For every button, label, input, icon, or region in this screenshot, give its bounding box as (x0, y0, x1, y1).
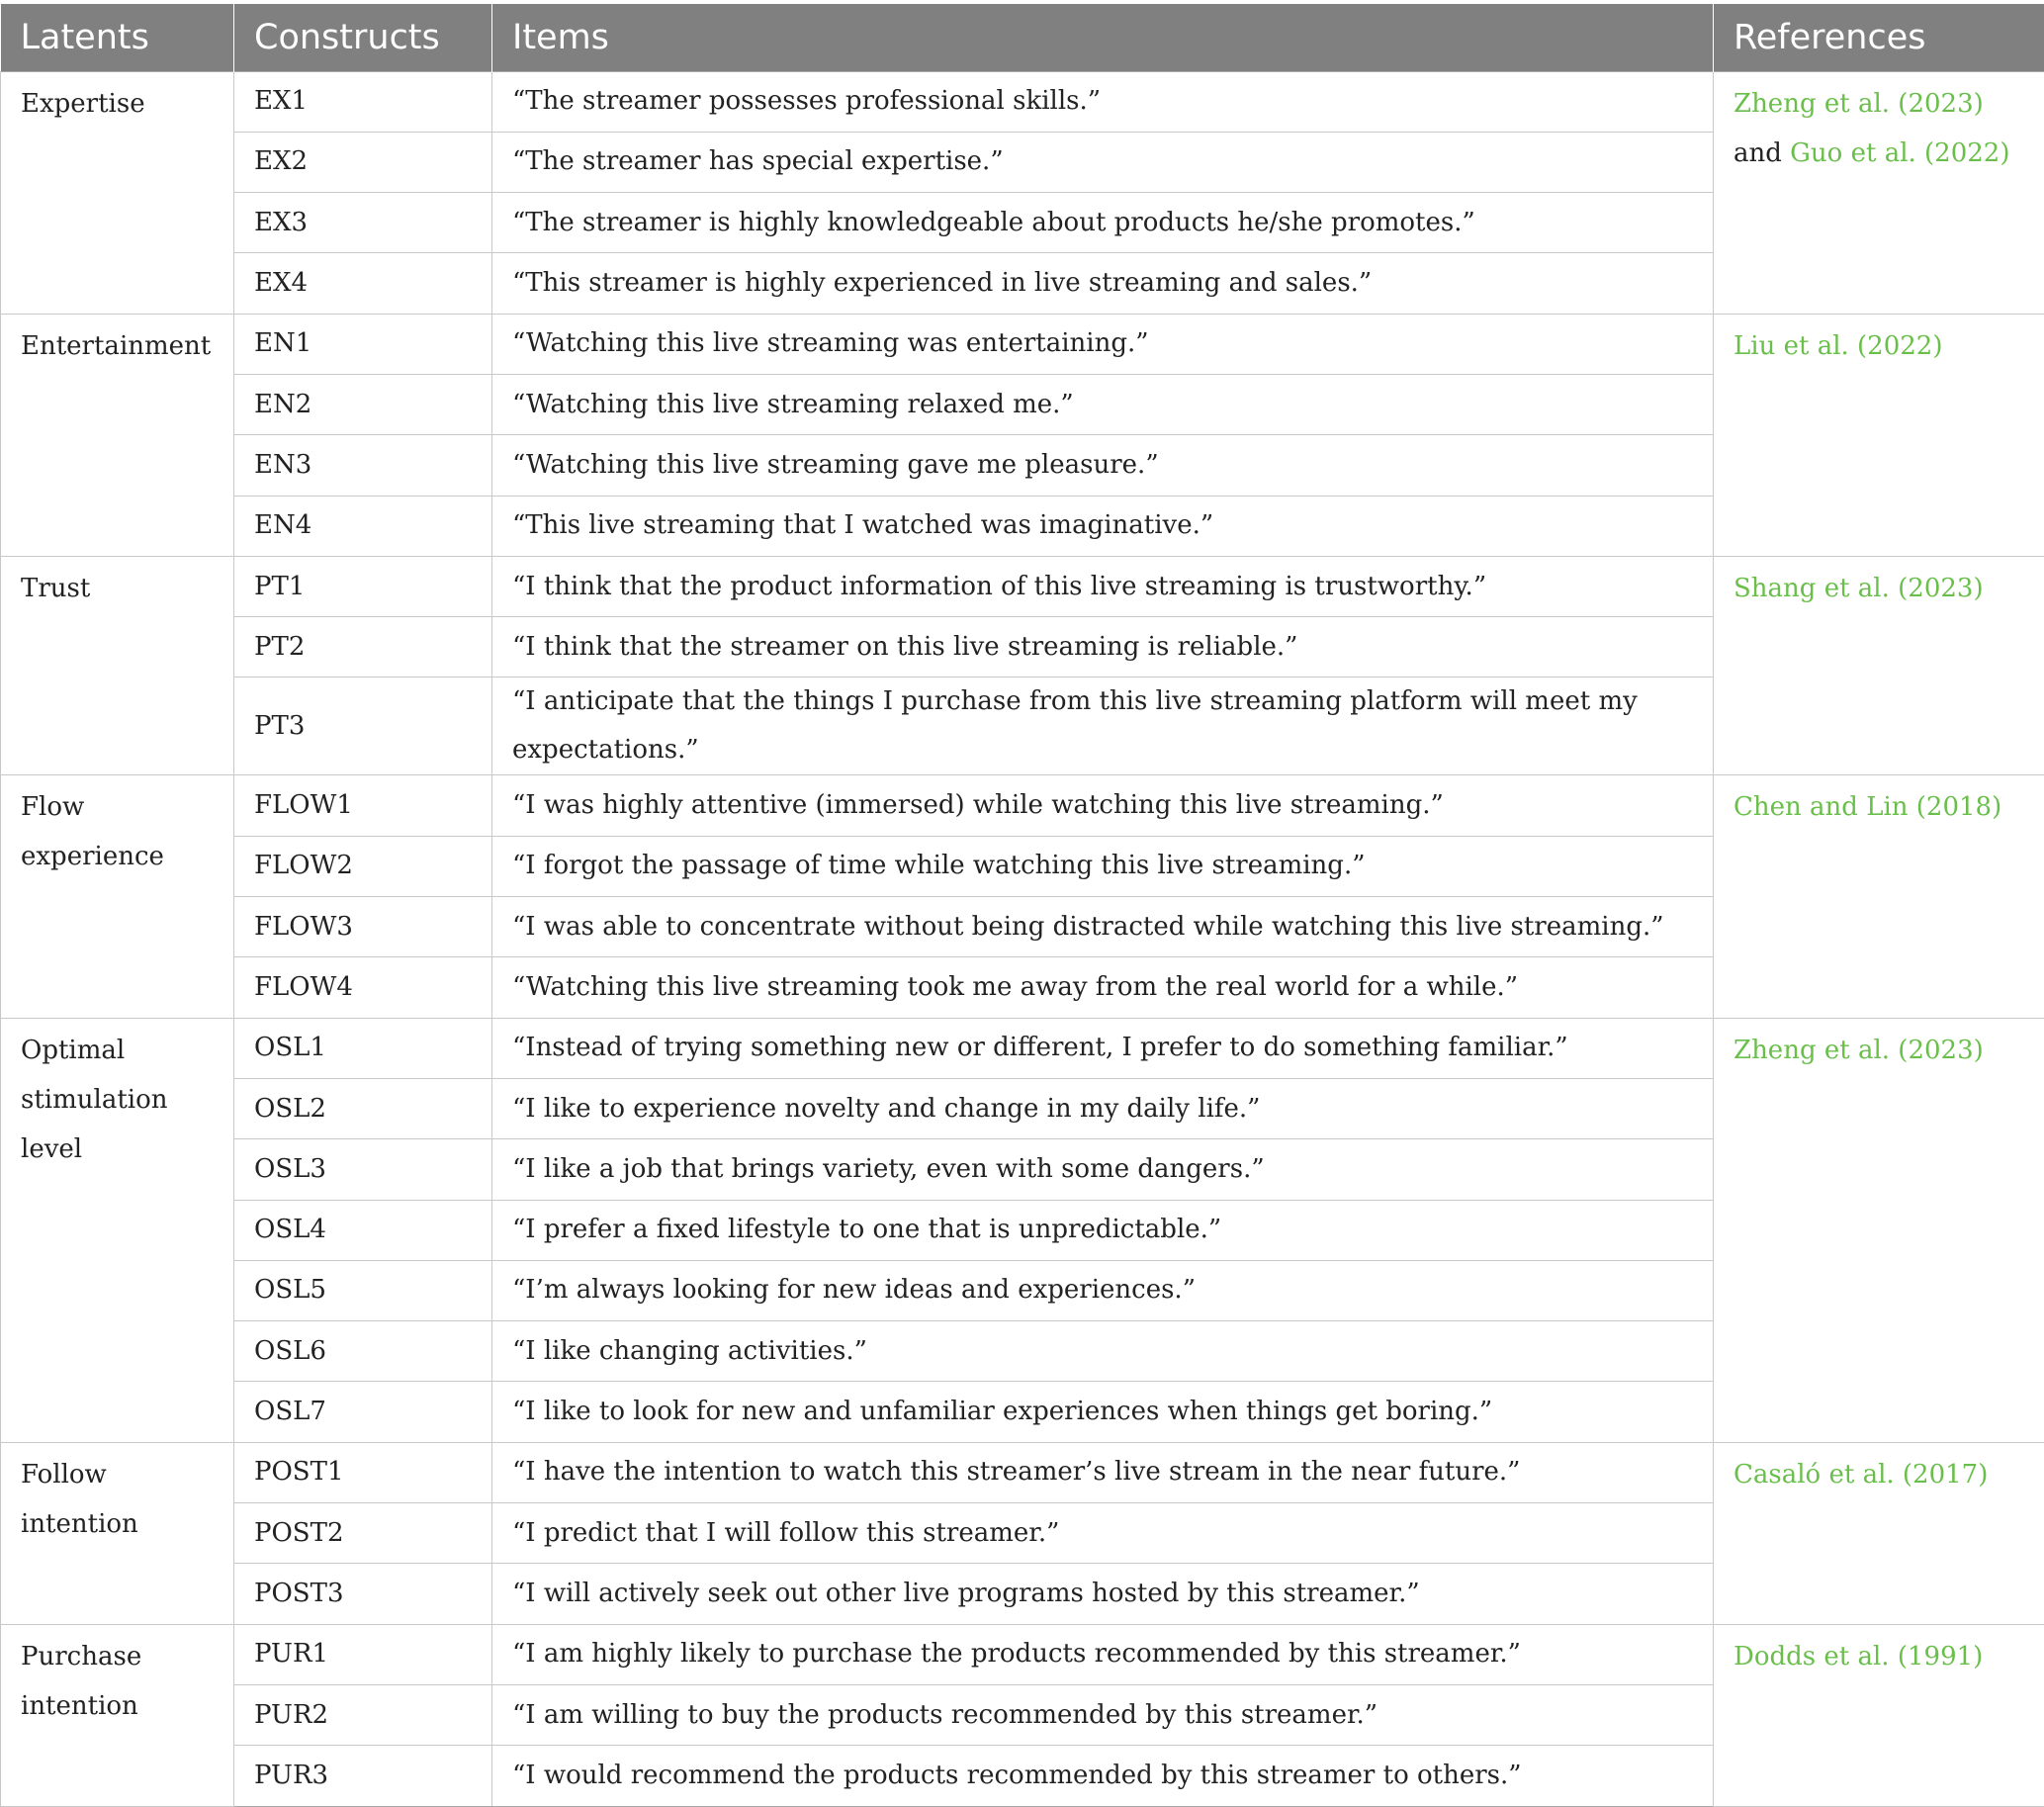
construct-code-cell: EN2 (234, 374, 492, 434)
construct-code-cell: EX2 (234, 132, 492, 192)
table-row (1, 1624, 2044, 1684)
item-text-cell: “I was highly attentive (immersed) while watching this live streaming.” (492, 775, 1714, 836)
item-text-cell: “I prefer a fixed lifestyle to one that is unpredictable.” (492, 1200, 1714, 1260)
construct-code-cell: EN4 (234, 496, 492, 556)
construct-code-cell: POST1 (234, 1442, 492, 1502)
construct-code-cell: OSL6 (234, 1321, 492, 1382)
item-text-cell: “Watching this live streaming was entertaining.” (492, 314, 1714, 374)
construct-code-cell: PUR1 (234, 1624, 492, 1684)
item-text-cell: “I was able to concentrate without being distracted while watching this live streaming.” (492, 897, 1714, 957)
construct-code-cell: FLOW4 (234, 957, 492, 1018)
item-text-cell: “I am willing to buy the products recommended by this streamer.” (492, 1684, 1714, 1745)
item-text-cell: “I will actively seek out other live programs hosted by this streamer.” (492, 1564, 1714, 1624)
latent-cell: Entertainment (1, 314, 234, 556)
construct-code-cell: OSL2 (234, 1078, 492, 1138)
construct-code-cell: EX1 (234, 71, 492, 132)
reference-cell (1714, 314, 2044, 556)
latent-cell: Flow experience (1, 775, 234, 1018)
construct-code-cell: EN3 (234, 435, 492, 496)
table-row (1, 314, 2044, 374)
reference-link[interactable]: Zheng et al. (2023) (1733, 1036, 1984, 1065)
latent-cell: Optimal stimulation level (1, 1018, 234, 1442)
reference-cell (1714, 1018, 2044, 1442)
construct-code-cell: PT1 (234, 556, 492, 616)
construct-code-cell: EX4 (234, 253, 492, 314)
item-text-cell: “I am highly likely to purchase the products recommended by this streamer.” (492, 1624, 1714, 1684)
construct-code-cell: FLOW3 (234, 897, 492, 957)
measurement-table-container (0, 4, 2044, 1807)
latent-cell: Trust (1, 556, 234, 775)
latent-cell: Purchase intention (1, 1624, 234, 1806)
item-text-cell: “The streamer is highly knowledgeable about products he/she promotes.” (492, 193, 1714, 253)
table-row (1, 71, 2044, 132)
reference-connector: and (1733, 138, 1790, 168)
construct-code-cell: EN1 (234, 314, 492, 374)
item-text-cell: “I like to look for new and unfamiliar experiences when things get boring.” (492, 1382, 1714, 1442)
reference-cell (1714, 1624, 2044, 1806)
item-text-cell: “I have the intention to watch this streamer’s live stream in the near future.” (492, 1442, 1714, 1502)
reference-link[interactable]: Liu et al. (2022) (1733, 331, 1943, 361)
item-text-cell: “Watching this live streaming gave me pleasure.” (492, 435, 1714, 496)
measurement-items-table (0, 4, 2044, 1807)
table-body (1, 71, 2044, 1806)
item-text-cell: “I would recommend the products recommended by this streamer to others.” (492, 1746, 1714, 1806)
item-text-cell: “I think that the product information of this live streaming is trustworthy.” (492, 556, 1714, 616)
table-row (1, 1442, 2044, 1502)
reference-cell (1714, 1442, 2044, 1624)
item-text-cell: “I think that the streamer on this live streaming is reliable.” (492, 617, 1714, 678)
construct-code-cell: PT2 (234, 617, 492, 678)
construct-code-cell: POST3 (234, 1564, 492, 1624)
item-text-cell: “I predict that I will follow this streamer.” (492, 1503, 1714, 1564)
table-row (1, 556, 2044, 616)
item-text-cell: “I forgot the passage of time while watching this live streaming.” (492, 836, 1714, 896)
construct-code-cell: PUR3 (234, 1746, 492, 1806)
reference-link[interactable]: Casaló et al. (2017) (1733, 1460, 1988, 1490)
reference-link[interactable]: Guo et al. (2022) (1790, 138, 2009, 168)
header-latents: Latents (1, 4, 234, 71)
construct-code-cell: FLOW1 (234, 775, 492, 836)
reference-link[interactable]: Zheng et al. (2023) (1733, 89, 1984, 119)
item-text-cell: “This live streaming that I watched was imaginative.” (492, 496, 1714, 556)
construct-code-cell: PT3 (234, 678, 492, 775)
header-constructs: Constructs (234, 4, 492, 71)
latent-cell: Expertise (1, 71, 234, 314)
item-text-cell: “I like to experience novelty and change in my daily life.” (492, 1078, 1714, 1138)
table-header (1, 4, 2044, 71)
construct-code-cell: OSL7 (234, 1382, 492, 1442)
construct-code-cell: OSL3 (234, 1139, 492, 1200)
construct-code-cell: OSL4 (234, 1200, 492, 1260)
header-items: Items (492, 4, 1714, 71)
construct-code-cell: PUR2 (234, 1684, 492, 1745)
table-row (1, 1018, 2044, 1078)
construct-code-cell: OSL5 (234, 1260, 492, 1320)
item-text-cell: “I anticipate that the things I purchase from this live streaming platform will meet my expectations.” (492, 678, 1714, 775)
item-text-cell: “Instead of trying something new or different, I prefer to do something familiar.” (492, 1018, 1714, 1078)
item-text-cell: “I’m always looking for new ideas and experiences.” (492, 1260, 1714, 1320)
construct-code-cell: POST2 (234, 1503, 492, 1564)
reference-cell (1714, 71, 2044, 314)
latent-cell: Follow intention (1, 1442, 234, 1624)
item-text-cell: “I like changing activities.” (492, 1321, 1714, 1382)
reference-link[interactable]: Chen and Lin (2018) (1733, 792, 2001, 822)
item-text-cell: “I like a job that brings variety, even with some dangers.” (492, 1139, 1714, 1200)
item-text-cell: “The streamer possesses professional skills.” (492, 71, 1714, 132)
construct-code-cell: FLOW2 (234, 836, 492, 896)
construct-code-cell: EX3 (234, 193, 492, 253)
table-row (1, 775, 2044, 836)
item-text-cell: “Watching this live streaming took me away from the real world for a while.” (492, 957, 1714, 1018)
item-text-cell: “This streamer is highly experienced in live streaming and sales.” (492, 253, 1714, 314)
reference-link[interactable]: Dodds et al. (1991) (1733, 1642, 1983, 1671)
header-references: References (1714, 4, 2044, 71)
item-text-cell: “The streamer has special expertise.” (492, 132, 1714, 192)
construct-code-cell: OSL1 (234, 1018, 492, 1078)
reference-cell (1714, 775, 2044, 1018)
reference-cell (1714, 556, 2044, 775)
item-text-cell: “Watching this live streaming relaxed me.” (492, 374, 1714, 434)
reference-link[interactable]: Shang et al. (2023) (1733, 574, 1984, 603)
header-row (1, 4, 2044, 71)
